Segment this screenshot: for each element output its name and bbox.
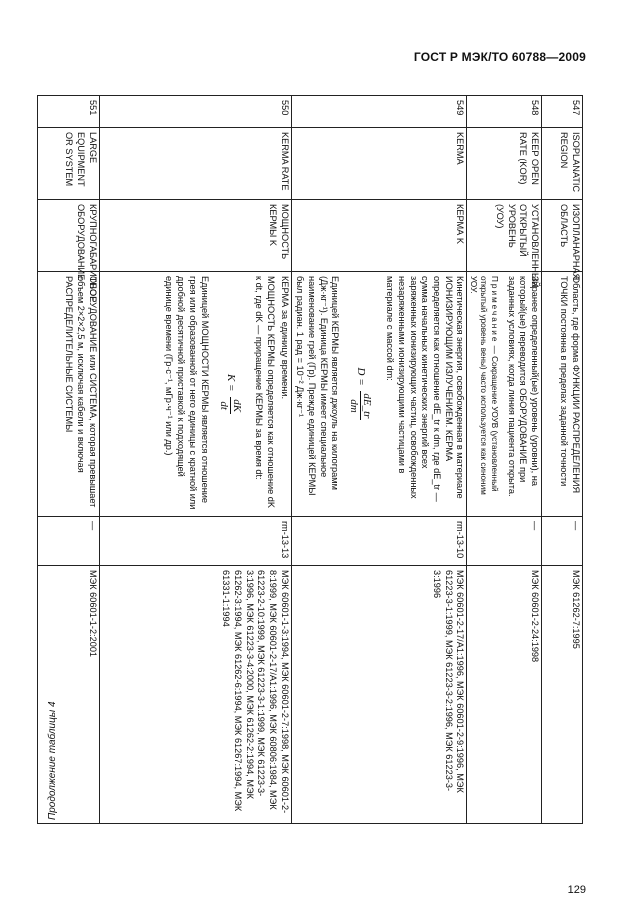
definition-text: КЕРМА за единицу времени.: [279, 276, 290, 400]
term-number: 551: [37, 96, 99, 128]
term-number: 548: [467, 96, 542, 128]
table-row: [467, 96, 542, 824]
term-definition: [99, 272, 291, 517]
term-number: 549: [291, 96, 467, 128]
formula-fraction: [218, 397, 243, 414]
term-reference: МЭК 60601-1-2:2001: [37, 566, 99, 824]
term-code: —: [37, 517, 99, 566]
definition-text: Кинетическая энергия, освобожденная в материале ИОНИЗИРУЮЩИМ ИЗЛУЧЕНИЕМ. КЕРМА определяется как отношение dE_tr к dm, где dE_tr — сумма начальных кинетических энергий всех заряженных ионизирующих частиц, освобожденных незаряженными ионизирующими частицами в материале с массой dm:: [385, 276, 466, 502]
term-reference: МЭК 60601-2-17/А1:1996, МЭК 60601-2-9:1996, МЭК 61223-3-1:1999, МЭК 61223-3-2:1996, МЭК 61223-3-3:1996: [291, 566, 467, 824]
document-header: ГОСТ Р МЭК/ТО 60788—2009: [413, 50, 586, 64]
page-number: 129: [567, 884, 586, 896]
definition-units: Единицей КЕРМЫ является джоуль на килограмм (Дж·кг⁻¹). Единица КЕРМЫ имеет специальное наименование грей (Гр). Прежде единицей КЕРМЫ был радиан. 1 рад = 10⁻² Дж·кг⁻¹: [295, 276, 341, 496]
term-russian: ИЗОПЛАНАРНАЯ ОБЛАСТЬ: [542, 200, 583, 272]
term-english: KERMA: [291, 128, 467, 200]
term-russian: УСТАНОВЛЕННЫЙ ОТКРЫТЫЙ УРОВЕНЬ (УОУ): [467, 200, 542, 272]
definition-text-b: МОЩНОСТЬ КЕРМЫ определяется как отношение dK к dt, где dK — приращение КЕРМЫ за время dt:: [254, 276, 276, 508]
kerma-formula: [348, 276, 373, 512]
definition-units: Единицей МОЩНОСТИ КЕРМЫ является отношение грея или образованной от него единицы с кратной или дробной десятичной приставкой к подходящей единице времени (Гр·с⁻¹, мГр·ч⁻¹ или др.): [164, 276, 210, 510]
definition-note: [467, 276, 499, 512]
term-english: KERMA RATE: [99, 128, 291, 200]
formula-fraction: [348, 391, 373, 420]
formula-lhs: K =: [224, 373, 237, 392]
term-russian: КРУПНОГАБАРИТНОЕ ОБОРУДОВАНИЕ: [37, 200, 99, 272]
table-row: [291, 96, 467, 824]
kerma-rate-formula: [218, 276, 243, 512]
formula-denominator: dm: [348, 399, 361, 413]
term-definition: [291, 272, 467, 517]
formula-lhs: D =: [355, 367, 368, 386]
table-row: [542, 96, 583, 824]
term-code: —: [542, 517, 583, 566]
term-code: rm-13-13: [99, 517, 291, 566]
term-number: 550: [99, 96, 291, 128]
term-code: —: [467, 517, 542, 566]
term-reference: МЭК 61262-7:1995: [542, 566, 583, 824]
term-russian: МОЩНОСТЬ КЕРМЫ K: [99, 200, 291, 272]
note-label: Примечание: [489, 276, 499, 344]
term-reference: МЭК 60601-2-24:1998: [467, 566, 542, 824]
formula-numerator: dK: [230, 399, 243, 413]
term-reference: МЭК 60601-1-3:1994, МЭК 60601-2-7:1998, МЭК 60601-2-8:1999, МЭК 60601-2-17/А1:1996, МЭК 60806:1984, МЭК 61223-2-10:1999, МЭК 61223-3-1:1999, МЭК 61223-3-3:1996, МЭК 61223-3-4:2000, МЭК 61262-2:1994, МЭК 61262-3:1994, МЭК 61262-6:1994, МЭК 61267:1994, МЭК 61331-1:1994: [99, 566, 291, 824]
table-continuation-caption: Продолжение таблицы 4: [47, 701, 58, 820]
term-definition: ОБОРУДОВАНИЕ или СИСТЕМА, которая превышает объем 2×2×2,5 м, исключая кабели и включая РАСПРЕДЕЛИТЕЛЬНЫЕ СИСТЕМЫ: [37, 272, 99, 517]
term-english: LARGE EQUIPMENT OR SYSTEM: [37, 128, 99, 200]
definition-text: Заранее определенный(ые) уровень (уровни), на который(ые) переводится ОБОРУДОВАНИЕ при заданных условиях, когда линия пациента открыта.: [506, 276, 540, 497]
terms-table: [37, 95, 583, 824]
term-russian: КЕРМА K: [291, 200, 467, 272]
terms-table-rotated: [64, 95, 583, 823]
formula-denominator: dt: [217, 401, 230, 410]
table-row: [99, 96, 291, 824]
term-code: rm-13-10: [291, 517, 467, 566]
note-text: — Сокращение УОУВ (установленный открытый уровень вены) часто используется как синоним УОУ.: [468, 276, 499, 495]
formula-numerator: dE_tr: [361, 393, 374, 419]
term-definition: Область, где форма ФУНКЦИИ РАСПРЕДЕЛЕНИЯ ТОЧКИ постоянна в пределах заданной точности: [542, 272, 583, 517]
term-definition: [467, 272, 542, 517]
term-english: ISOPLANATIC REGION: [542, 128, 583, 200]
table-row: [37, 96, 99, 824]
term-number: 547: [542, 96, 583, 128]
term-english: KEEP OPEN RATE (KOR): [467, 128, 542, 200]
